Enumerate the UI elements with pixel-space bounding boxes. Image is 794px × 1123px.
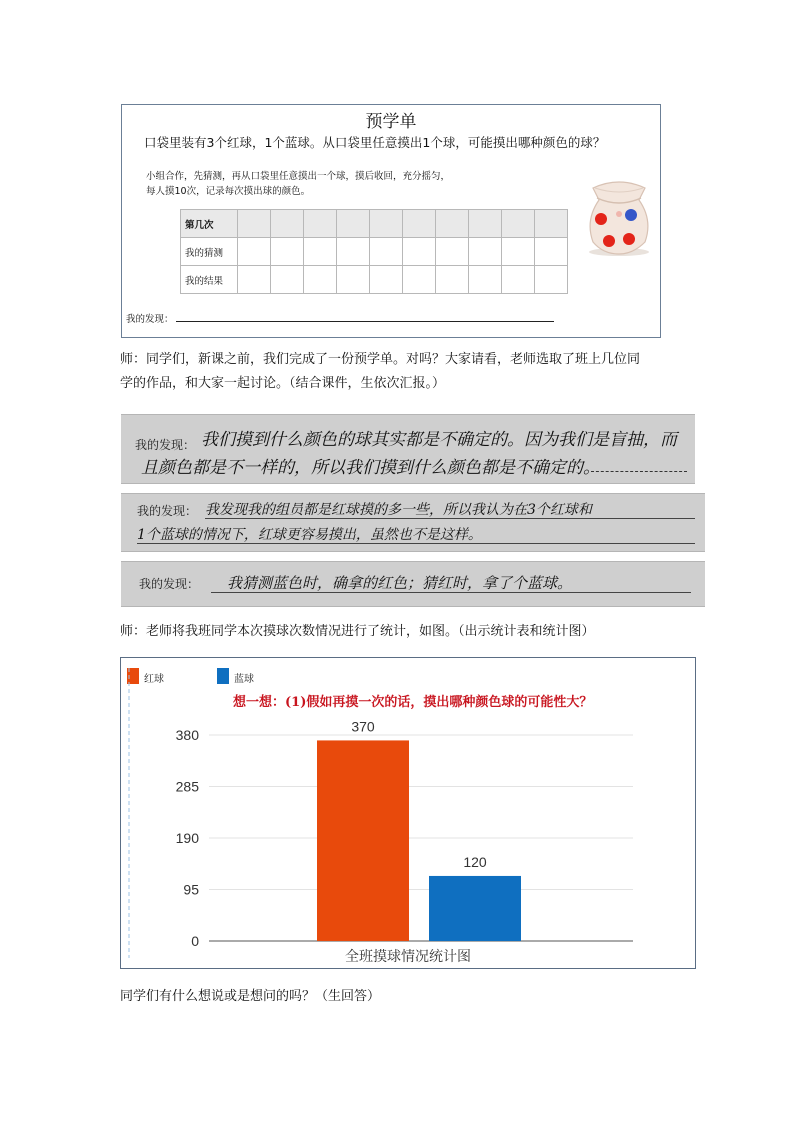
handwriting-line: 1个蓝球的情况下，红球更容易摸出，虽然也不是这样。 <box>137 527 482 543</box>
worksheet-title: 预学单 <box>365 112 417 132</box>
legend-label-blue: 蓝球 <box>234 674 254 685</box>
row-header: 第几次 <box>181 210 238 238</box>
finding-label: 我的发现： <box>137 504 198 518</box>
table-row <box>181 238 568 266</box>
bar-chart-card <box>120 657 696 969</box>
y-tick-label: 285 <box>175 778 199 795</box>
finding-label: 我的发现： <box>126 314 174 325</box>
worksheet-question: 口袋里装有3个红球，1个蓝球。从口袋里任意摸出1个球，可能摸出哪种颜色的球？ <box>144 135 606 150</box>
worksheet-card <box>121 104 661 338</box>
student-work-1 <box>121 414 695 484</box>
bar-value-label: 120 <box>463 853 487 870</box>
chart-annotation: 想一想：(1)假如再摸一次的话，摸出哪种颜色球的可能性大？ <box>233 695 593 710</box>
writing-line <box>137 543 695 544</box>
bar-0 <box>317 740 409 941</box>
handwriting-line: 且颜色都是不一样的，所以我们摸到什么颜色都是不确定的。 <box>141 458 600 478</box>
record-table <box>180 209 568 294</box>
student-work-3 <box>121 561 705 607</box>
finding-underline <box>176 321 554 322</box>
bar-value-label: 370 <box>351 718 375 735</box>
instruction-line: 每人摸10次，记录每次摸出球的颜色。 <box>146 186 311 197</box>
handwriting-line: 我们摸到什么颜色的球其实都是不确定的。因为我们是盲抽，而 <box>201 430 677 450</box>
handwriting-line: 我发现我的组员都是红球摸的多一些，所以我认为在3个红球和 <box>205 502 592 518</box>
row-header: 我的猜测 <box>181 238 238 266</box>
handwriting-line: 我猜测蓝色时，确拿的红色；猜红时，拿了个蓝球。 <box>227 574 573 592</box>
paragraph-line: 师：同学们，新课之前，我们完成了一份预学单。对吗？大家请看，老师选取了班上几位同 <box>120 352 641 367</box>
instruction-line: 小组合作，先猜测，再从口袋里任意摸出一个球，摸后收回，充分摇匀， <box>146 171 451 182</box>
y-tick-label: 95 <box>183 881 199 898</box>
finding-label: 我的发现： <box>135 438 196 452</box>
table-row <box>181 266 568 294</box>
ball-bag-illustration <box>583 174 655 256</box>
teacher-paragraph-1 <box>120 348 640 396</box>
bar-1 <box>429 876 521 941</box>
teacher-paragraph-3: 同学们有什么想说或是想问的吗？（生回答） <box>120 989 381 1004</box>
y-tick-label: 380 <box>175 727 199 743</box>
y-tick-label: 0 <box>191 933 199 949</box>
student-work-2 <box>121 493 705 552</box>
y-tick-label: 190 <box>175 830 199 846</box>
legend-label-red: 红球 <box>144 674 164 685</box>
chart-plot <box>121 658 695 968</box>
finding-label: 我的发现： <box>139 577 200 591</box>
blank-line <box>591 471 687 472</box>
teacher-paragraph-2: 师：老师将我班同学本次摸球次数情况进行了统计，如图。（出示统计表和统计图） <box>120 624 595 639</box>
paragraph-line: 学的作品，和大家一起讨论。（结合课件，生依次汇报。） <box>120 376 446 391</box>
chart-title: 全班摸球情况统计图 <box>345 948 471 964</box>
table-row <box>181 210 568 238</box>
writing-line <box>211 592 691 593</box>
writing-line <box>205 518 695 519</box>
worksheet-instructions <box>146 169 486 199</box>
row-header: 我的结果 <box>181 266 238 294</box>
